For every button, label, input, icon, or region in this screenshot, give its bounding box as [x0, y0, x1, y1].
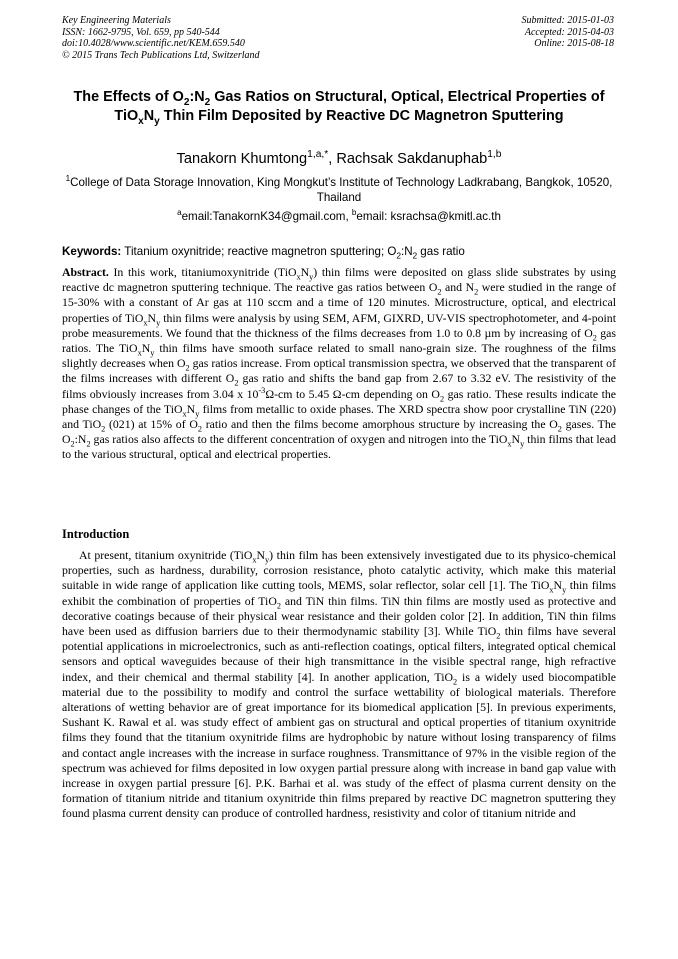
author-1: Tanakorn Khumtong	[176, 151, 308, 167]
journal-name: Key Engineering Materials	[62, 15, 171, 26]
abstract-label: Abstract.	[62, 265, 109, 279]
introduction-paragraph: At present, titanium oxynitride $(TiO_xN_y)$ thin film has been extensively investigated due to its physico-chemical properties, such as hardness, durability, corrosion resistance, photo catalytic activity, which make this material suitable in wide range of application like cutting tools, MEMS, solar reflector, solar cell [1]. The $TiO_xN_y$ thin films exhibit the combination of properties of TiO$_2$ and TiN thin films. TiN thin films are mostly used as protective and decorative coatings because of their physical wear resistance and their golden color [2]. In addition, TiN thin films have been used as diffusion barriers due to their thermodynamic stability [3]. While TiO$_2$ thin films have several potential applications in microelectronics, such as anti-reflection coatings, optical filters, integrated optical chemical sensors and optical waveguides because of their high transmittance in the visible spectral range, high refractive index, and their chemical and thermal stability [4]. In another application, TiO$_2$ is a widely used biocompatible material due to the possibility to modify and control the surface wettability of biological materials. Therefore alterations of wetting behavior are of great importance for its biomedical application [5]. In previous experiments, Sushant K. Rawal et al. was study effect of ambient gas on structural and optical properties of titanium oxynitride films they found that the titanium oxynitride films are hydrophobic by nature without losing transparency of films and contact angle increases with the increase in surface roughness. Transmittance of 97% in the visible region of the spectrum was achieved for films deposited in low oxygen partial pressure along with increase in band gap value with increase in oxygen partial pressure [6]. P.K. Barhai et al. was study of the effect of plasma current density on the formation of titanium nitride and titanium oxynitride thin films prepared by reactive DC magnetron sputtering they found plasma current density can produce of controlled hardness, resistivity and color of titanium nitride and	[62, 548, 617, 821]
keywords-label: Keywords:	[62, 245, 122, 258]
abstract: Abstract. In this work, titaniumoxynitride $(TiO_xN_y)$ thin films were deposited on glass slide substrates by using reactive dc magnetron sputtering technique. The reactive gas ratios between $O_2$ and $N_2$ were studied in the range of 15-30% with a constant of Ar gas at 110 sccm and a time of 120 minutes. Microstructure, optical, and electrical properties of $TiO_xN_y$ thin films were analysis by using SEM, AFM, GIXRD, UV-VIS spectrophotometer, and 4-point probe measurements. We found that the thickness of the films decreases from 1.0 to 0.8 µm by increasing of $O_2$ gas ratios. The $TiO_xN_y$ thin films have smooth surface related to small nano-grain size. The roughness of the films slightly decreases when $O_2$ gas ratios increase. From optical transmission spectra, we observed that the transparent of the films increases with different $O_2$ gas ratio and shifts the band gap from 2.67 to 3.32 eV. The resistivity of the films obviously increases from 3.04 x $10^{-3}\Omega-cm$ to 5.45 Ω-cm depending on $O_2$ gas ratio. These results indicate the phase changes of the $TiO_xN_y$ films from metallic to oxide phases. The XRD spectra show poor crystalline TiN (220) and TiO$_2$ (021) at 15% of $O_2$ ratio and then the films become amorphous structure by increasing the $O_2$ gases. The $O_2:N_2$ gas ratios also affects to the different concentration of oxygen and nitrogen into the $TiO_xN_y$ thin films that lead to the various structural, optical and electrical properties.	[62, 265, 617, 462]
online-date: Online: 2015-08-18	[534, 38, 614, 49]
affiliation: $^1$College of Data Storage Innovation, King Mongkut’s Institute of Technology Ladkrabang, Bangkok, 10520, Thailand	[65, 174, 613, 204]
keywords: Keywords: Titanium oxynitride; reactive magnetron sputtering; $O_2:N_2$ gas ratio	[62, 245, 465, 261]
author-emails: $^a$email:TanakornK34@gmail.com, $^b$email: ksrachsa@kmitl.ac.th	[177, 208, 501, 223]
publication-dates	[522, 15, 615, 50]
author-list: Tanakorn Khumtong$^{1,a,*}$, Rachsak Sakdanuphab$^{1,b}$	[176, 149, 502, 167]
journal-doi: doi:10.4028/www.scientific.net/KEM.659.540	[62, 38, 245, 49]
paper-title: The Effects of $O_2:N_2$ Gas Ratios on Structural, Optical, Electrical Properties of $TiO_xN_y$ Thin Film Deposited by Reactive DC Magnetron Sputtering	[73, 89, 605, 127]
accepted-date: Accepted: 2015-04-03	[524, 26, 614, 38]
journal-copyright: © 2015 Trans Tech Publications Ltd, Switzerland	[62, 49, 260, 61]
journal-issn: ISSN: 1662-9795, Vol. 659, pp 540-544	[62, 26, 220, 38]
section-heading-introduction: Introduction	[62, 527, 130, 541]
author-2: Rachsak Sakdanuphab	[336, 151, 488, 167]
email-b: email: ksrachsa@kmitl.ac.th	[356, 210, 501, 223]
journal-info	[62, 15, 260, 61]
email-a: email:TanakornK34@gmail.com,	[181, 210, 352, 223]
submitted-date: Submitted: 2015-01-03	[521, 15, 614, 26]
